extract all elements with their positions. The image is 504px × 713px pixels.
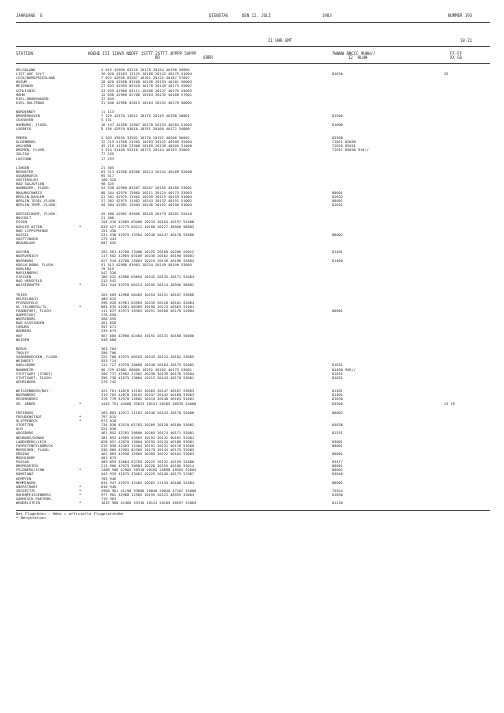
extra-group: 81531 — [332, 431, 343, 436]
station-name: HAMBURG, FLUGH. — [16, 122, 49, 127]
synop-code: 519 858 42463 12404 10191 20131 40176 51000 — [101, 443, 195, 448]
station-name: HANNOVER, FLUGH. — [16, 186, 51, 191]
synop-code: 2960 961 41/00 93608 10040 20040 47162 54000 — [101, 488, 197, 493]
station-name: AHLHORN — [16, 144, 32, 149]
station-name: GR. ARBER — [16, 401, 36, 406]
extra-group: 81032 — [332, 194, 343, 199]
extra-group: 80001 — [332, 198, 343, 203]
mountain-mark: * — [79, 488, 82, 493]
synop-code: 51 381 42975 13402 10239 20119 40153 51004 — [101, 194, 192, 199]
synop-code: 705 946 — [101, 476, 117, 481]
synop-code: 7 129 42570 13012 10176 20149 40198 50001 — [101, 114, 190, 119]
station-name: KONSTANZ — [16, 472, 34, 477]
station-name: MARIENBERG — [16, 270, 38, 275]
station-name: MUENCHEN, FLUGH. — [16, 447, 51, 452]
extra-group: 80001 — [332, 451, 343, 456]
station-name: GARMISCH-PARTENK. — [16, 497, 53, 501]
synop-code: 50 384 42981 13403 10246 20152 40150 51004 — [101, 202, 192, 207]
station-name: HUSUM — [16, 80, 27, 85]
column-group7: 7WWWW 8NCCC 9HHH// — [332, 51, 376, 56]
extra-group: 83500 — [332, 136, 343, 140]
extra-group: 81401 — [332, 393, 343, 398]
synop-code: 443 929 42975 33401 10229 20140 40175 57007 — [101, 472, 195, 477]
time-range: 18-21 — [460, 38, 473, 43]
station-name: OBERSTDORF — [16, 484, 38, 489]
synop-code: 16 147 42358 12907 10170 20153 40184 51003 — [101, 122, 192, 127]
synop-code: 37 382 42975 13402 10243 20132 40151 51002 — [101, 198, 192, 203]
synop-code: 262 658 — [101, 321, 117, 326]
extra-group: 80001 — [332, 190, 343, 195]
station-name: GOETTINGEN — [16, 236, 38, 241]
synop-code: 17 253 — [101, 156, 114, 161]
synop-code: 12 038 42960 02706 10164 20135 40180 57001 — [101, 92, 192, 97]
synop-code: 376 776 42970 13602 10210 20140 40163 51001 — [101, 397, 195, 402]
synop-code: 276 742 — [101, 379, 117, 384]
extra-group: 8347/ — [332, 460, 343, 465]
synop-code: 977 962 42968 12505 10195 20123 48555 53004 — [101, 492, 195, 497]
observation-time: 21 UHR GMT — [268, 38, 293, 43]
synop-code: 151 430 — [101, 228, 117, 233]
synop-code: 239 675 — [101, 329, 117, 334]
station-name: SCHLESWIG — [16, 88, 36, 93]
extra-group: 83001 — [332, 439, 343, 444]
station-name: PFERDSFELD — [16, 300, 38, 305]
extra-group: 81600 — [332, 122, 343, 127]
synop-code: 522 838 — [101, 427, 117, 432]
extra-group: 71011 82600 — [332, 140, 356, 145]
header-rule — [16, 22, 490, 23]
synop-code: 719 963 — [101, 497, 117, 501]
synop-code: 409 893 42864 82703 10225 20132 40159 52000 — [101, 460, 195, 465]
station-name: NUERBURG — [16, 258, 34, 263]
synop-code: 547 526 — [101, 270, 117, 275]
synop-code: 231 438 42975 13304 10246 20147 40178 55000 — [101, 232, 195, 237]
synop-code: 12 215 41350 23205 10163 20132 40209 52004 — [101, 140, 192, 145]
station-name: LUEBECK — [16, 126, 32, 131]
synop-code: 1486 908 42982 20910 10165 20098 48564 52004 — [101, 468, 197, 473]
station-name: FRANKFURT, FLUGH. — [16, 308, 53, 313]
station-name: HELGOLAND — [16, 68, 36, 72]
station-name: HOHENPEISSENBERG — [16, 492, 51, 497]
synop-code: 462 869 42958 12605 10205 20122 40164 53003 — [101, 451, 195, 456]
station-name: SAARBRUECKEN, FLUGH. — [16, 355, 60, 360]
station-name: STUTTGART (STADT) — [16, 371, 53, 376]
extra-group: 81500 — [332, 114, 343, 119]
mountain-mark: * — [79, 224, 82, 229]
synop-code: 178 650 — [101, 313, 117, 317]
station-name: OSNABRUECK — [16, 174, 38, 179]
synop-code: 154 410 42965 03406 10234 20164 40197 51008 — [101, 220, 195, 225]
synop-code: 88 344 42970 13005 10211 20124 40175 52003 — [101, 190, 192, 195]
synop-code: 396 706 — [101, 351, 117, 356]
synop-code: 21 305 — [101, 165, 114, 170]
mountain-mark: * — [79, 419, 82, 424]
extra-group: 80001 — [332, 480, 343, 485]
synop-code: 805 635 42981 00309 10196 20123 48563 51001 — [101, 304, 195, 309]
synop-code: 17 045 — [101, 96, 114, 101]
synop-code: 63 313 42958 03506 10214 20141 40189 52008 — [101, 170, 192, 174]
station-name: BERLIN-TEGEL,FLUGH. — [16, 198, 58, 203]
extra-group: 80001 — [332, 443, 343, 448]
mountain-mark: * — [79, 501, 82, 506]
synop-code: 381 853 42965 02903 10192 20142 40181 51001 — [101, 435, 195, 440]
synop-code: 839 427 42775 03212 10188 20127 48560 56003 — [101, 224, 195, 229]
station-name: COBURG — [16, 325, 29, 330]
extra-group: 81031 — [332, 363, 343, 368]
station-name: AACHEN — [16, 250, 29, 255]
synop-code: 95 317 — [101, 174, 114, 179]
synop-code: 396 738 42975 13004 10213 20143 40178 53001 — [101, 375, 195, 380]
station-name: KASSEL — [16, 232, 29, 237]
synop-code: 627 510 42768 13603 10215 20149 40196 53004 — [101, 258, 195, 263]
synop-code: 70 515 — [101, 266, 114, 271]
synop-code: 461 852 42765 20000 10205 20174 40171 52001 — [101, 431, 195, 436]
station-name: FUERSTENFELDBRUCK — [16, 443, 53, 448]
synop-code: 1445 791 44568 33623 10151 20105 48539 54000 — [101, 401, 197, 406]
synop-code: 117 502 42965 03106 10236 20162 40190 55001 — [101, 254, 195, 259]
extra-group: 81031 — [332, 371, 343, 376]
column-codes-sub: RR 6RRR — [155, 55, 213, 61]
synop-code: 319 763 42870 10102 10237 20142 40168 53003 — [101, 393, 195, 398]
column-station: STATION — [16, 51, 33, 56]
synop-code: 268 655 — [101, 317, 117, 322]
synop-code: 422 761 42870 12102 10203 20147 40167 53003 — [101, 389, 195, 394]
extra-group: 80002 — [332, 232, 343, 237]
synop-code: 265 609 42968 00405 10254 20151 40187 53008 — [101, 292, 195, 297]
column-group7-sub: 12 HLHH — [348, 55, 368, 61]
station-name: WUERZBURG — [16, 317, 36, 322]
extra-group: 81031 — [332, 202, 343, 207]
synop-code: 553 724 — [101, 359, 117, 364]
station-name: FREIBURG — [16, 410, 34, 415]
year: 1983 — [322, 13, 332, 18]
extra-group: 81030 — [332, 492, 343, 497]
synop-code: 54 338 42968 03207 10207 20155 40185 53001 — [101, 186, 192, 191]
extra-group: 80002 — [332, 468, 343, 473]
wind-group: 25 — [444, 72, 449, 77]
synop-code: 111 637 42973 10303 10251 20160 40178 51004 — [101, 308, 195, 313]
extra-group: 80002 — [332, 410, 343, 415]
synop-code: 3 224 41450 53310 10173 20144 40193 53003 — [101, 148, 190, 153]
station-name: HOHN — [16, 92, 25, 97]
station-name: NEUBURG/DONAU — [16, 435, 45, 440]
extra-group: 83500 — [332, 401, 343, 406]
station-name: FELDBERG/SCHW. — [16, 468, 47, 473]
wind-group: 23 29 — [444, 401, 455, 406]
synop-code: 186 532 42966 03604 10242 20135 40171 51004 — [101, 274, 195, 279]
synop-code: 175 444 — [101, 236, 117, 241]
extra-group: 84460 956// — [332, 367, 356, 372]
extra-group: 81401 — [332, 389, 343, 394]
column-rule — [16, 63, 490, 64]
synop-code: 734 836 42570 62703 10209 20128 40180 53002 — [101, 423, 195, 428]
station-name: ZUGSPITZE — [16, 488, 36, 493]
synop-code: 628 857 42870 13004 10192 20134 40188 53001 — [101, 439, 195, 444]
station-name: BERLIN-DAHLEM — [16, 194, 45, 199]
synop-code: 100 320 — [101, 178, 117, 183]
station-name: BAD KISSINGEN — [16, 321, 45, 326]
station-name: MUEHLDORF — [16, 456, 36, 460]
station-name: BREMERHAVEN — [16, 114, 40, 119]
synop-code: 31 046 42960 02813 10164 20131 40176 58002 — [101, 100, 192, 105]
column-right: FF-FF — [450, 51, 463, 56]
synop-code: 607 452 — [101, 240, 117, 245]
station-name: BAD LIPPSPRINGE — [16, 228, 49, 233]
station-name: KARLSRUHE — [16, 363, 36, 368]
synop-code: 77 235 — [101, 152, 114, 157]
synop-code: 797 815 — [101, 415, 117, 419]
mountain-mark: * — [79, 484, 82, 489]
station-name: GIESSEN — [16, 274, 32, 279]
station-name: KOBLENZ — [16, 266, 32, 271]
synop-code: 49 216 41350 23308 10169 20139 40205 51000 — [101, 144, 192, 149]
weather-report-sheet — [16, 14, 490, 700]
synop-code: 438 688 — [101, 337, 117, 342]
synop-code: 202 501 42768 13406 10225 20160 40206 53012 — [101, 250, 195, 255]
station-name: KOELN-BONN, FLUGH. — [16, 262, 55, 267]
station-name: GUETERSLOH — [16, 178, 38, 183]
synop-code: 921 544 42970 00214 10195 20114 48556 58001 — [101, 283, 195, 288]
station-name: BAMBERG — [16, 329, 32, 334]
station-name: OLDENBURG — [16, 140, 36, 145]
synop-code: 973 818 — [101, 419, 117, 424]
mountain-mark: * — [79, 283, 82, 288]
extra-group: 81030 — [332, 397, 343, 402]
synop-code: 4 015 42960 03116 10170 20154 40198 54004 — [101, 68, 190, 72]
station-name: KLIPPENECK — [16, 419, 38, 424]
station-name: KAHLER ASTEN — [16, 224, 42, 229]
synop-code: 322 708 42975 00203 10243 20124 40182 53005 — [101, 355, 195, 360]
station-name: LECK/NORDFRIESLAND — [16, 76, 55, 81]
station-name: CUXHAVEN — [16, 118, 34, 123]
station-name: WEIDEN — [16, 337, 29, 342]
station-name: SOLTAU — [16, 152, 29, 157]
station-name: FREUDENSTADT — [16, 415, 42, 419]
station-name: STOETTEN — [16, 423, 34, 428]
synop-code: 286 737 42962 22302 10230 20139 40176 53004 — [101, 371, 195, 376]
station-name: DUESSELDORF, FLUGH. — [16, 212, 58, 217]
synop-code: 45 400 42962 03606 10249 20179 40201 52010 — [101, 212, 192, 217]
station-name: ERDING — [16, 451, 29, 456]
extra-group: 81401 — [332, 250, 343, 255]
mountain-mark: * — [79, 415, 82, 419]
station-name: MANNHEIM — [16, 367, 34, 372]
station-name: BERLIN-TEMP.,FLUGH. — [16, 202, 58, 207]
station-name: PASSAU — [16, 460, 29, 465]
station-name: WENDELSTEIN — [16, 501, 40, 506]
station-name: ULM — [16, 427, 23, 432]
station-name: BRAUNLAGE — [16, 240, 36, 245]
synop-code: 480 615 — [101, 296, 117, 301]
synop-code: 401 875 — [101, 456, 117, 460]
synop-code: 396 626 42961 03503 10235 20128 40181 52004 — [101, 300, 195, 305]
extra-group: 81031 — [332, 375, 343, 380]
footnote-airports: Bei Flughäfen : Höhe = offizielle Flugplatzhöhe — [16, 510, 124, 516]
station-name: HOF — [16, 333, 23, 338]
synop-code: 112 727 42970 20000 10240 20164 40175 52002 — [101, 363, 195, 368]
station-name: THOLEY — [16, 351, 29, 356]
station-name: LIST AUF SYLT — [16, 72, 45, 77]
station-name: NUERNBERG — [16, 393, 36, 398]
synop-code: 27 033 42959 05318 10178 20149 40173 55007 — [101, 84, 192, 89]
extra-group: 81630 — [332, 72, 343, 77]
station-name: MEIERWIK — [16, 84, 34, 89]
extra-group: 80001 — [332, 464, 343, 469]
station-name: WASSERKUPPE — [16, 283, 40, 288]
extra-group: 83040 — [332, 472, 343, 477]
station-name: DARMSTADT — [16, 313, 36, 317]
synop-code: 8 156 42970 03010 10191 20160 40172 54000 — [101, 126, 190, 131]
station-name: BOCHOLT — [16, 216, 32, 221]
extra-group: 74544 — [332, 488, 343, 493]
station-name: EMDEN — [16, 136, 27, 140]
synop-code: 28 026 42958 03108 10158 20153 40181 56003 — [101, 80, 192, 85]
station-name: DEUSELBACH — [16, 296, 38, 301]
station-name: BREMGARTEN — [16, 464, 38, 469]
station-name: NORDERNEY — [16, 110, 36, 115]
footnote-mountain: * Bergstation — [16, 515, 46, 520]
synop-code: 26 020 43263 13125 10168 20142 40179 51004 — [101, 72, 192, 77]
synop-code: 1832 980 42466 53316 10124 20105 48557 53004 — [101, 501, 197, 506]
station-name: ESSEN — [16, 220, 27, 225]
column-codes: HOEHE III IIHVV NDDFF 1STTT 2STTT 4PPPP 5APPP — [88, 51, 197, 56]
nummer: NUMMER 193 — [448, 13, 473, 18]
station-name: AUGSBURG — [16, 431, 34, 436]
subheader-rule — [16, 46, 490, 47]
station-name: WEINBIET — [16, 359, 34, 364]
mountain-mark: * — [79, 304, 82, 309]
extra-group: 80001 — [332, 308, 343, 313]
station-name: KL.FELDBERG/TS. — [16, 304, 49, 309]
synop-code: 634 947 42975 32404 10201 21134 40188 52004 — [101, 480, 195, 485]
weekday: DIENSTAG — [209, 13, 229, 18]
date: DEN 12. JULI — [242, 13, 271, 18]
column-right-sub: XX GG — [450, 55, 463, 61]
station-name: BAD HERSFELD — [16, 279, 42, 283]
jahrgang: JAHRGANG 6 — [16, 13, 43, 18]
mountain-mark: * — [79, 401, 82, 406]
synop-code: 810 948 — [101, 484, 117, 489]
synop-code: 5 131 — [101, 118, 112, 123]
report-header — [16, 14, 490, 21]
station-name: KEMPTEN — [16, 476, 32, 481]
station-name: KIEL-HRONSHAGEN — [16, 96, 49, 101]
synop-code: 530 866 42965 02305 10179 20144 40175 52003 — [101, 447, 195, 452]
station-name: STUTTGART, FLUGH. — [16, 375, 53, 380]
extra-group: 84630 — [332, 423, 343, 428]
synop-code: 21 406 — [101, 216, 114, 221]
station-name: LINGEN — [16, 165, 29, 170]
station-name: BRAUNSCHWEIG — [16, 190, 42, 195]
extra-group: 71010 85501 — [332, 144, 356, 149]
station-name: NOERVENICH — [16, 254, 38, 259]
station-name: BREMEN, FLUGH. — [16, 148, 47, 153]
synop-code: 363 704 — [101, 347, 117, 351]
station-name: TRIER — [16, 292, 27, 297]
synop-code: 96 729 42881 60000 10252 20182 40173 53001 — [101, 367, 192, 372]
station-name: MEMMINGEN — [16, 480, 36, 485]
synop-code: 7 022 42958 03207 10162 20125 40187 57007 — [101, 76, 190, 81]
synop-code: 11 113 — [101, 110, 114, 115]
station-name: OEHRINGEN — [16, 379, 36, 384]
station-name: LANDSBERG/LECH — [16, 439, 47, 444]
station-name: REGENSBURG — [16, 397, 38, 402]
extra-group: 71011 85600 910// — [332, 148, 369, 153]
mountain-mark: * — [79, 492, 82, 497]
synop-code: 567 685 42968 02404 10192 20131 40168 55000 — [101, 333, 195, 338]
synop-code: 213 900 42975 30903 10228 20155 40186 53014 — [101, 464, 195, 469]
station-name: LUECHOW — [16, 156, 32, 161]
station-name: BERUS — [16, 347, 27, 351]
synop-code: 5 203 43556 33502 10170 20152 40206 56002 — [101, 136, 190, 140]
station-name: MUENSTER — [16, 170, 34, 174]
synop-code: 212 542 — [101, 279, 117, 283]
extra-group: 81230 — [332, 501, 343, 506]
station-name: WEISSENBURG/BAY. — [16, 389, 51, 394]
extra-group: 81400 — [332, 258, 343, 263]
synop-code: 269 803 42972 11103 10246 20143 40170 52008 — [101, 410, 195, 415]
synop-code: 91 513 42968 03603 10234 20149 40190 53005 — [101, 262, 192, 267]
station-name: BAD SALZUFLEN — [16, 182, 45, 187]
synop-code: 43 035 42960 03111 10166 20137 40176 54003 — [101, 88, 192, 93]
station-name: KIEL-HOLTENAU — [16, 100, 45, 105]
mountain-mark: * — [79, 468, 82, 473]
synop-code: 357 671 — [101, 325, 117, 330]
synop-code: 98 325 — [101, 182, 114, 187]
